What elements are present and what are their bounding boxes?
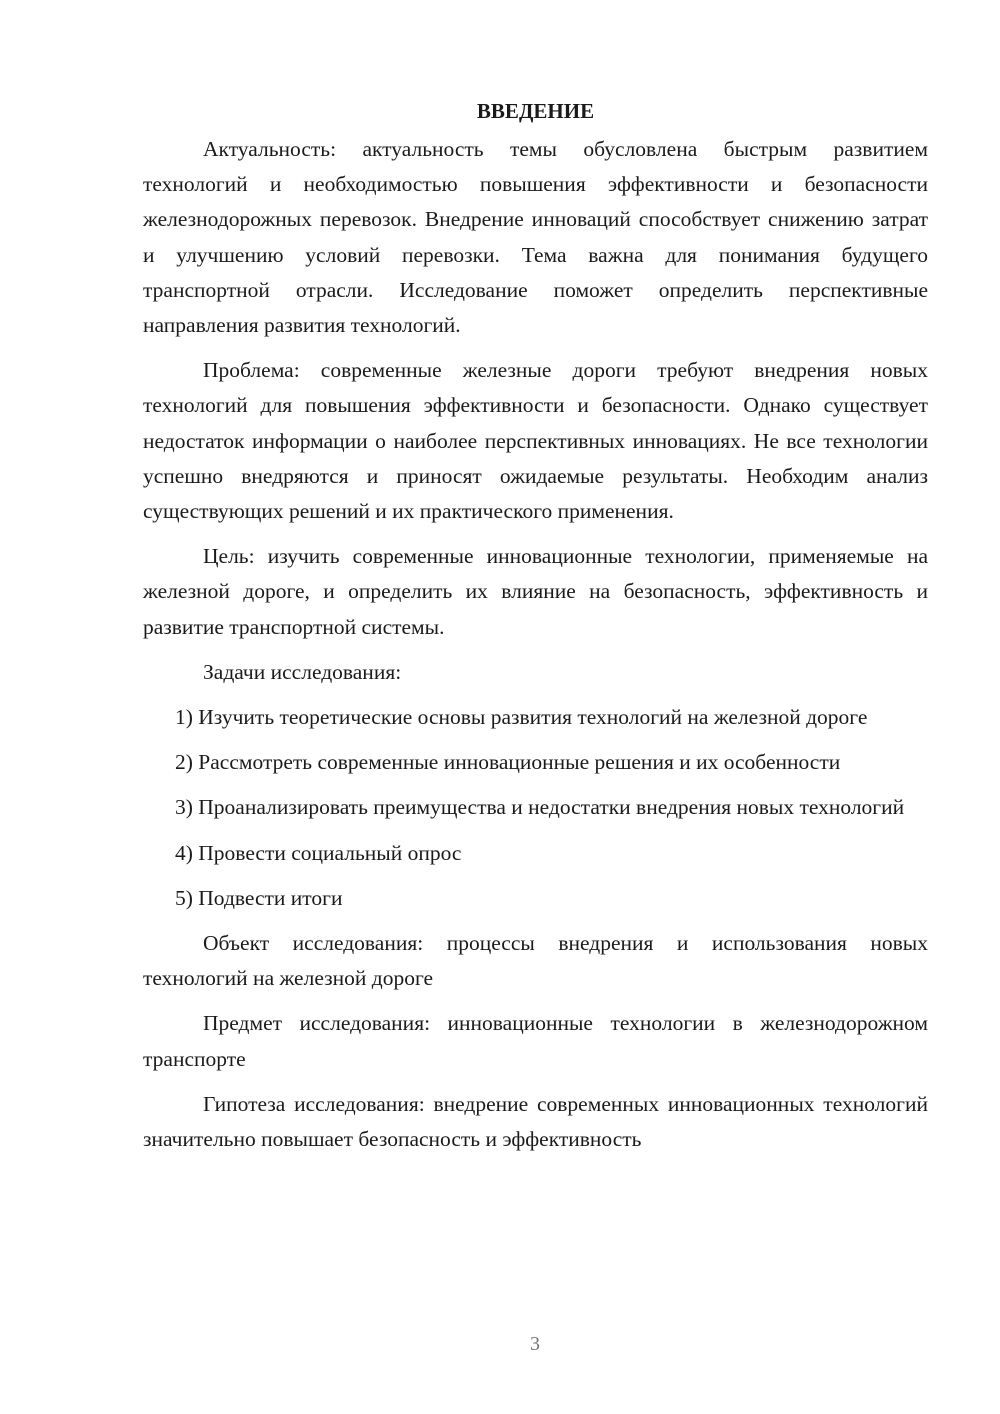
section-title: ВВЕДЕНИЕ bbox=[476, 99, 595, 123]
paragraph-subject: Предмет исследования: инновационные технологии в железнодорожном транспорте bbox=[143, 1011, 928, 1071]
paragraph-problem: Проблема: современные железные дороги требуют внедрения новых технологий для повышения эффективности и безопасности. Однако существует недостаток информации о наиболее перспективных инновациях. Не все технологии успешно внедряются и приносят ожидаемые результаты. Необходим анализ существующих решений и их практического применения. bbox=[143, 358, 928, 524]
page-number: 3 bbox=[530, 1333, 540, 1355]
task-item-2: 2) Рассмотреть современные инновационные решения и их особенности bbox=[175, 750, 841, 775]
task-item-1: 1) Изучить теоретические основы развития технологий на железной дороге bbox=[175, 705, 868, 730]
task-item-3: 3) Проанализировать преимущества и недостатки внедрения новых технологий bbox=[175, 795, 905, 820]
tasks-heading: Задачи исследования: bbox=[203, 659, 402, 684]
task-item-5: 5) Подвести итоги bbox=[175, 885, 343, 910]
paragraph-object: Объект исследования: процессы внедрения и использования новых технологий на железной дороге bbox=[143, 931, 928, 991]
paragraph-relevance: Актуальность: актуальность темы обусловлена быстрым развитием технологий и необходимостью повышения эффективности и безопасности железнодорожных перевозок. Внедрение инноваций способствует снижению затрат и улучшению условий перевозки. Тема важна для понимания будущего транспортной отрасли. Исследование поможет определить перспективные направления развития технологий. bbox=[143, 137, 928, 338]
paragraph-goal: Цель: изучить современные инновационные технологии, применяемые на железной дороге, и определить их влияние на безопасность, эффективность и развитие транспортной системы. bbox=[143, 544, 928, 639]
task-item-4: 4) Провести социальный опрос bbox=[175, 840, 462, 865]
page-content bbox=[143, 96, 928, 1157]
paragraph-hypothesis: Гипотеза исследования: внедрение современных инновационных технологий значительно повышает безопасность и эффективность bbox=[143, 1091, 928, 1152]
